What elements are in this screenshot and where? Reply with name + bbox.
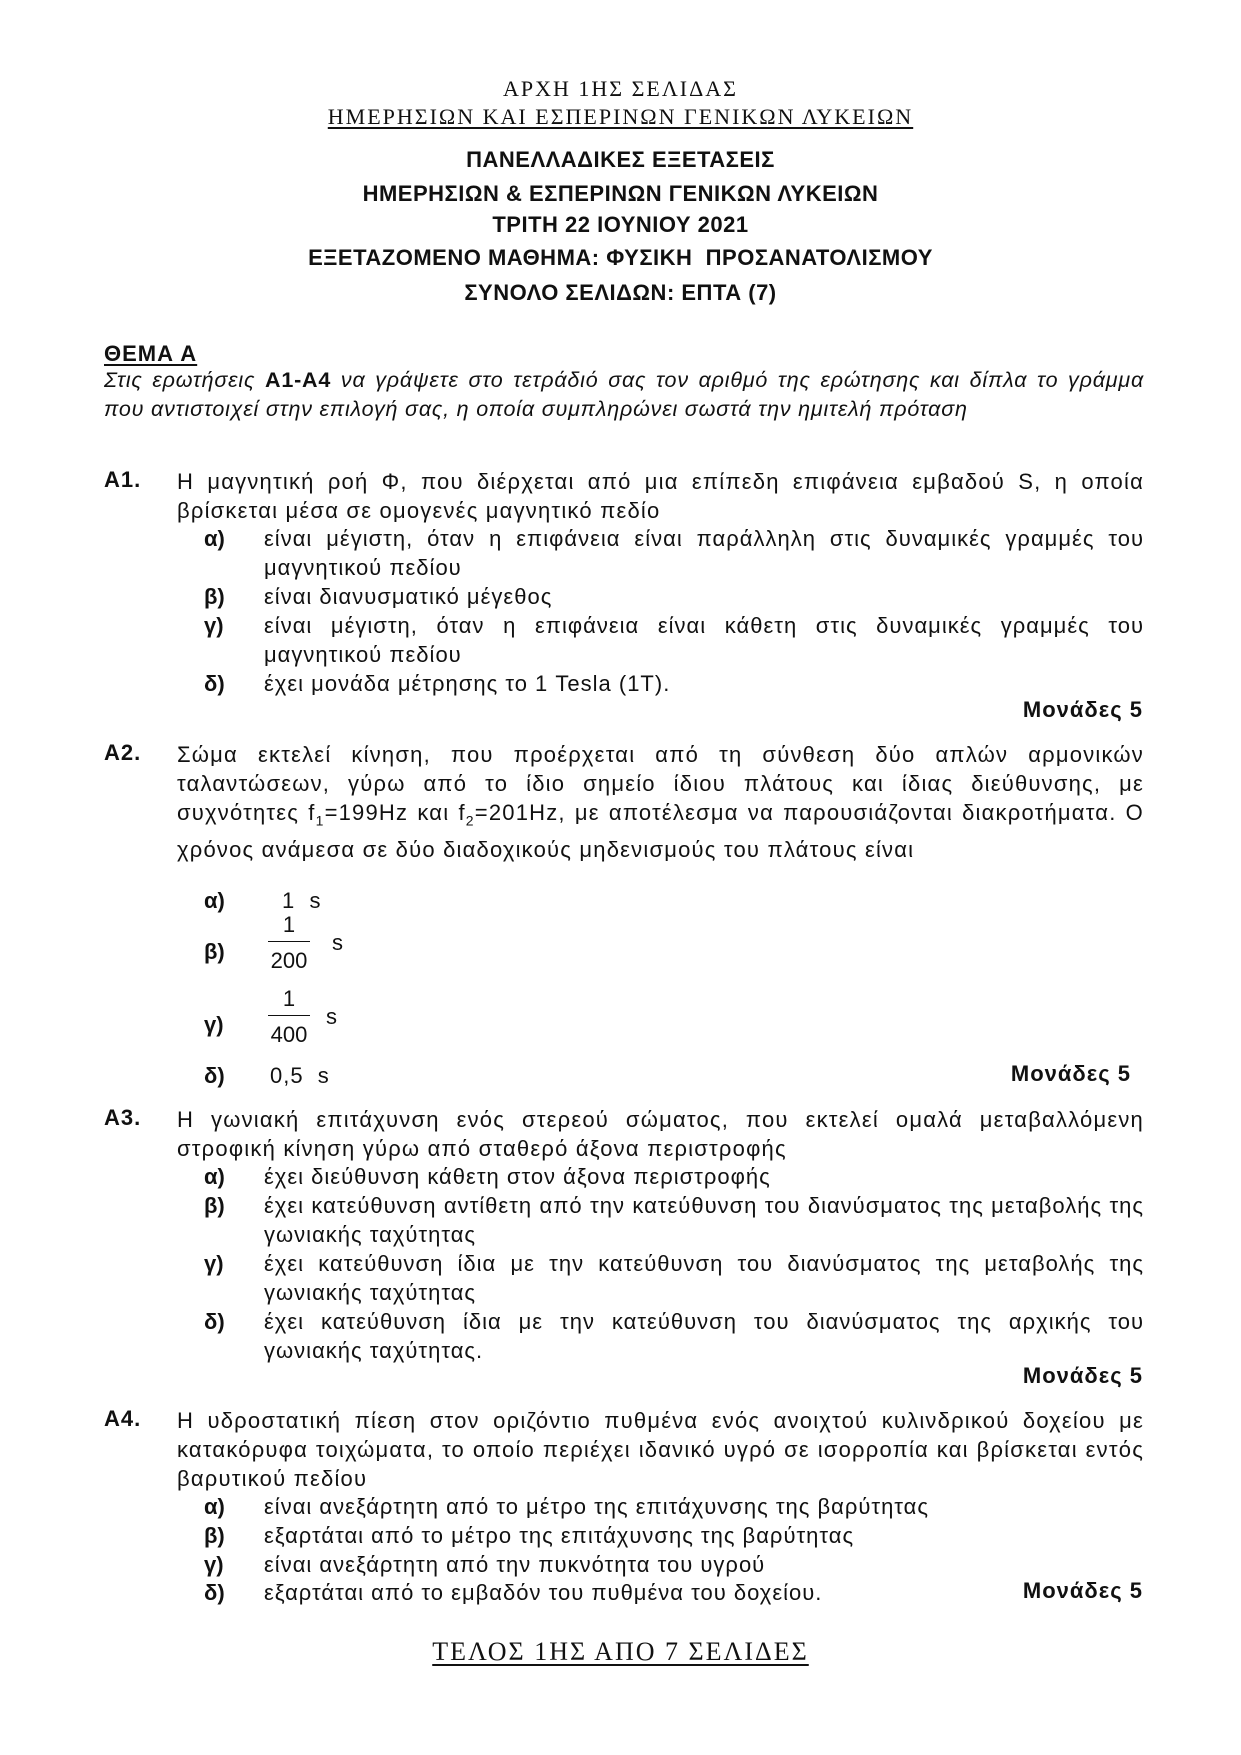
a3-option-c (204, 1249, 1144, 1307)
a4-option-d (204, 1578, 1144, 1607)
fraction-denominator: 200 (270, 948, 308, 973)
a2-marks: Μονάδες 5 (1010, 1061, 1131, 1086)
intro-bold: Α1-Α4 (265, 368, 332, 392)
option-text: έχει διεύθυνση κάθετη στον άξονα περιστροφής (264, 1164, 771, 1189)
a2-option-d (204, 1061, 1144, 1090)
a4-option-a (204, 1492, 1144, 1521)
option-letter: γ) (204, 1012, 224, 1037)
a1-option-b (204, 582, 1144, 611)
option-letter: δ) (204, 1580, 225, 1605)
option-text: είναι διανυσματικό μέγεθος (264, 584, 553, 609)
option-text: έχει μονάδα μέτρησης το 1 Tesla (1T). (264, 671, 671, 696)
option-letter: γ) (204, 613, 224, 638)
option-letter: α) (204, 1494, 225, 1519)
option-text: έχει κατεύθυνση αντίθετη από την κατεύθυνση του διανύσματος της μεταβολής της γωνιακής ταχύτητας (264, 1193, 1144, 1247)
exam-title-1: ΠΑΝΕΛΛΑΔΙΚΕΣ ΕΞΕΤΑΣΕΙΣ (466, 147, 775, 172)
theme-instructions (104, 366, 1144, 424)
a4-option-b (204, 1521, 1144, 1550)
option-letter: δ) (204, 1309, 225, 1334)
option-letter: γ) (204, 1552, 224, 1577)
intro-pre: Στις ερωτήσεις (104, 368, 266, 392)
fraction-bar (268, 1015, 310, 1016)
page-header-start: ΑΡΧΗ 1ΗΣ ΣΕΛΙΔΑΣ (503, 76, 738, 101)
question-a4-number: Α4. (104, 1406, 142, 1431)
a2-text-part2: =199Hz και f (324, 800, 466, 825)
fraction-denominator: 400 (270, 1022, 308, 1047)
option-text: είναι μέγιστη, όταν η επιφάνεια είναι κάθετη στις δυναμικές γραμμές του μαγνητικού πεδίου (264, 613, 1144, 667)
option-text: έχει κατεύθυνση ίδια με την κατεύθυνση του διανύσματος της μεταβολής της γωνιακής ταχύτητας (264, 1251, 1144, 1305)
fraction-1-400 (268, 984, 368, 1058)
option-text: είναι ανεξάρτητη από την πυκνότητα του υγρού (264, 1552, 766, 1577)
option-letter: β) (204, 584, 225, 609)
option-text: έχει κατεύθυνση ίδια με την κατεύθυνση του διανύσματος της αρχικής του γωνιακής ταχύτητας. (264, 1309, 1144, 1363)
option-value: 0,5 s (270, 1063, 330, 1088)
a3-option-b (204, 1191, 1144, 1249)
a2-subscript-2: 2 (465, 812, 475, 829)
a4-marks: Μονάδες 5 (1022, 1578, 1143, 1603)
option-text: είναι ανεξάρτητη από το μέτρο της επιτάχυνσης της βαρύτητας (264, 1494, 929, 1519)
option-letter: δ) (204, 671, 225, 696)
exam-date: ΤΡΙΤΗ 22 ΙΟΥΝΙΟΥ 2021 (492, 212, 749, 237)
option-letter: β) (204, 939, 225, 964)
intro-post: να γράψετε στο τετράδιό σας τον αριθμό της ερώτησης και δίπλα το γράμμα που αντιστοιχεί στην επιλογή σας, η οποία συμπληρώνει σωστά την ημιτελή πρόταση (104, 368, 1145, 421)
question-a1-text: Η μαγνητική ροή Φ, που διέρχεται από μια επίπεδη επιφάνεια εμβαδού S, η οποία βρίσκεται μέσα σε ομογενές μαγνητικό πεδίο (177, 469, 1144, 523)
option-letter: β) (204, 1523, 225, 1548)
fraction-1-200 (268, 910, 368, 984)
option-letter: β) (204, 1193, 225, 1218)
page-footer: ΤΕΛΟΣ 1ΗΣ ΑΠΟ 7 ΣΕΛΙΔΕΣ (432, 1637, 809, 1666)
fraction-unit: s (332, 930, 343, 955)
option-text: εξαρτάται από το μέτρο της επιτάχυνσης της βαρύτητας (264, 1523, 855, 1548)
fraction-bar (268, 941, 310, 942)
option-text: είναι μέγιστη, όταν η επιφάνεια είναι παράλληλη στις δυναμικές γραμμές του μαγνητικού πεδίου (264, 526, 1144, 580)
fraction-unit: s (326, 1004, 337, 1029)
a2-text-part1: Σώμα εκτελεί κίνηση, που προέρχεται από τη σύνθεση δύο απλών αρμονικών ταλαντώσεων, γύρω από το ίδιο σημείο ίδιου πλάτους και ίδιας διεύθυνσης, με συχνότητες f (177, 742, 1144, 825)
fraction-numerator: 1 (282, 912, 296, 937)
exam-page-count: ΣΥΝΟΛΟ ΣΕΛΙΔΩΝ: ΕΠΤΑ (7) (464, 280, 777, 305)
option-letter: α) (204, 888, 225, 913)
page-header-schools: ΗΜΕΡΗΣΙΩΝ ΚΑΙ ΕΣΠΕΡΙΝΩΝ ΓΕΝΙΚΩΝ ΛΥΚΕΙΩΝ (327, 104, 914, 129)
question-a4-text: Η υδροστατική πίεση στον οριζόντιο πυθμένα ενός ανοιχτού κυλινδρικού δοχείου με κατακόρυφα τοιχώματα, το οποίο περιέχει ιδανικό υγρό σε ισορροπία και βρίσκεται εντός βαρυτικού πεδίου (177, 1408, 1144, 1491)
question-a3-number: Α3. (104, 1105, 142, 1130)
a1-option-c (204, 611, 1144, 669)
option-text: εξαρτάται από το εμβαδόν του πυθμένα του δοχείου. (264, 1580, 823, 1605)
exam-subject: ΕΞΕΤΑΖΟΜΕΝΟ ΜΑΘΗΜΑ: ΦΥΣΙΚΗ ΠΡΟΣΑΝΑΤΟΛΙΣΜΟΥ (308, 245, 933, 270)
a1-option-a (204, 524, 1144, 582)
a2-option-c (204, 986, 1144, 1051)
exam-title-2: ΗΜΕΡΗΣΙΩΝ & ΕΣΠΕΡΙΝΩΝ ΓΕΝΙΚΩΝ ΛΥΚΕΙΩΝ (362, 181, 879, 206)
a2-option-b (204, 912, 1144, 978)
a1-option-d (204, 669, 1144, 698)
question-a2-text (177, 740, 1144, 864)
theme-title: ΘΕΜΑ Α (104, 341, 198, 366)
a2-subscript-1: 1 (315, 812, 325, 829)
a3-option-d (204, 1307, 1144, 1365)
fraction-numerator: 1 (282, 986, 296, 1011)
option-letter: α) (204, 1164, 225, 1189)
option-letter: δ) (204, 1063, 225, 1088)
a3-option-a (204, 1162, 1144, 1191)
question-a3-text: Η γωνιακή επιτάχυνση ενός στερεού σώματος, που εκτελεί ομαλά μεταβαλλόμενη στροφική κίνηση γύρω από σταθερό άξονα περιστροφής (177, 1107, 1144, 1161)
a3-marks: Μονάδες 5 (1022, 1363, 1143, 1388)
a1-marks: Μονάδες 5 (1022, 697, 1143, 722)
option-letter: α) (204, 526, 225, 551)
a2-text-part3: =201Hz, με αποτέλεσμα να παρουσιάζονται διακροτήματα. Ο χρόνος ανάμεσα σε δύο διαδοχικούς μηδενισμούς του πλάτους είναι (177, 800, 1144, 863)
option-value: 1 s (282, 888, 322, 913)
question-a1-number: Α1. (104, 467, 142, 492)
option-letter: γ) (204, 1251, 224, 1276)
a4-option-c (204, 1550, 1144, 1579)
question-a2-number: Α2. (104, 740, 142, 765)
